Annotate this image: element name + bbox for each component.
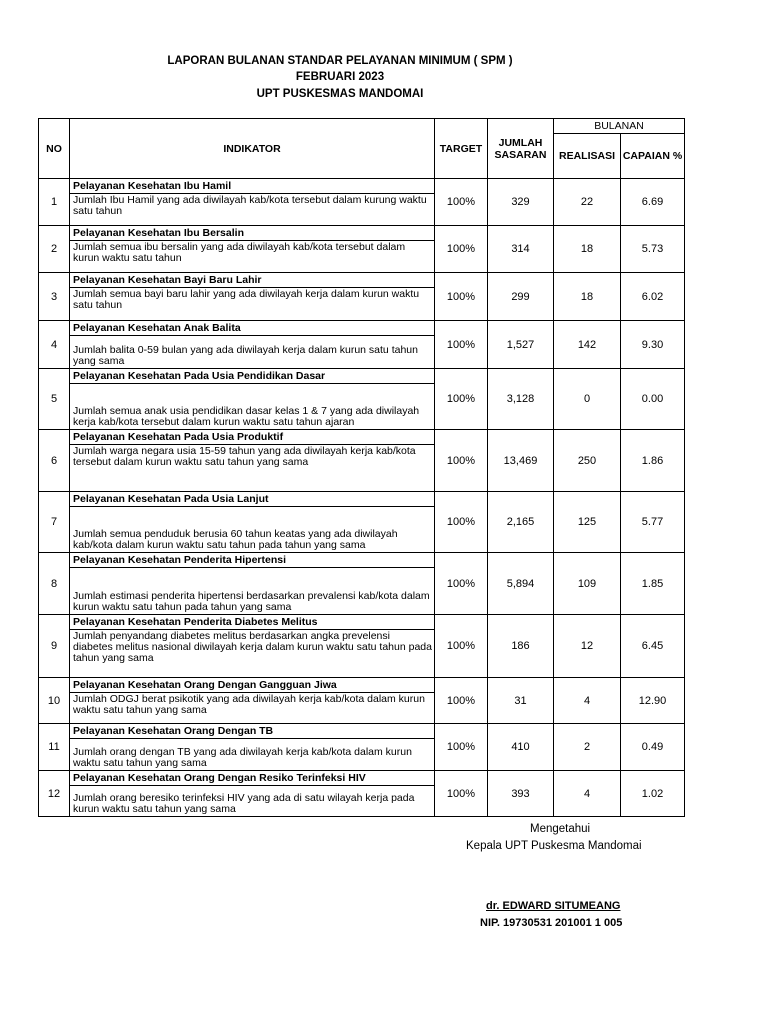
indikator-title: Pelayanan Kesehatan Penderita Hipertensi — [70, 553, 434, 568]
table-row — [39, 553, 685, 615]
row-indikator — [70, 321, 435, 369]
row-indikator — [70, 492, 435, 553]
row-target: 100% — [435, 226, 488, 273]
row-capaian: 5.73 — [621, 226, 685, 273]
signature-mengetahui: Mengetahui — [530, 823, 591, 835]
report-period: FEBRUARI 2023 — [295, 71, 385, 83]
signature-nip: NIP. 19730531 201001 1 005 — [480, 917, 623, 929]
row-capaian: 1.86 — [621, 430, 685, 492]
row-realisasi: 4 — [554, 678, 621, 724]
row-indikator — [70, 724, 435, 771]
row-indikator — [70, 226, 435, 273]
indikator-description: Jumlah Ibu Hamil yang ada diwilayah kab/kota tersebut dalam kurung waktu satu tahun — [73, 194, 427, 217]
indikator-title: Pelayanan Kesehatan Ibu Bersalin — [70, 226, 434, 241]
row-indikator — [70, 273, 435, 321]
row-capaian: 0.00 — [621, 369, 685, 430]
row-no: 11 — [39, 724, 70, 771]
indikator-title: Pelayanan Kesehatan Pada Usia Pendidikan Dasar — [70, 369, 434, 384]
row-target: 100% — [435, 492, 488, 553]
header-capaian: CAPAIAN % — [621, 134, 685, 179]
row-sasaran: 3,128 — [488, 369, 554, 430]
row-sasaran: 5,894 — [488, 553, 554, 615]
table-row — [39, 273, 685, 321]
row-capaian: 6.02 — [621, 273, 685, 321]
row-target: 100% — [435, 771, 488, 817]
row-no: 8 — [39, 553, 70, 615]
row-target: 100% — [435, 321, 488, 369]
row-indikator — [70, 369, 435, 430]
row-no: 7 — [39, 492, 70, 553]
table-row — [39, 615, 685, 678]
row-capaian: 0.49 — [621, 724, 685, 771]
row-capaian: 1.85 — [621, 553, 685, 615]
row-realisasi: 4 — [554, 771, 621, 817]
indikator-description: Jumlah semua penduduk berusia 60 tahun keatas yang ada diwilayah kab/kota dalam kurun waktu satu tahun pada tahun yang sama — [73, 528, 398, 551]
row-sasaran: 299 — [488, 273, 554, 321]
header-bulanan: BULANAN — [554, 119, 685, 134]
header-target: TARGET — [435, 119, 488, 179]
signature-name: dr. EDWARD SITUMEANG — [486, 900, 621, 912]
row-realisasi: 18 — [554, 273, 621, 321]
row-realisasi: 2 — [554, 724, 621, 771]
row-indikator — [70, 179, 435, 226]
table-row — [39, 678, 685, 724]
table-row — [39, 321, 685, 369]
row-no: 4 — [39, 321, 70, 369]
indikator-description: Jumlah warga negara usia 15-59 tahun yang ada diwilayah kerja kab/kota tersebut dalam kurun waktu satu tahun yang sama — [73, 445, 416, 468]
indikator-title: Pelayanan Kesehatan Orang Dengan Gangguan Jiwa — [70, 678, 434, 693]
row-sasaran: 31 — [488, 678, 554, 724]
row-indikator — [70, 771, 435, 817]
indikator-description: Jumlah semua bayi baru lahir yang ada diwilayah kerja dalam kurun waktu satu tahun — [73, 288, 420, 311]
indikator-title: Pelayanan Kesehatan Pada Usia Lanjut — [70, 492, 434, 507]
row-realisasi: 250 — [554, 430, 621, 492]
row-target: 100% — [435, 369, 488, 430]
report-organization: UPT PUSKESMAS MANDOMAI — [256, 88, 424, 100]
indikator-title: Pelayanan Kesehatan Anak Balita — [70, 321, 434, 336]
row-capaian: 12.90 — [621, 678, 685, 724]
header-no: NO — [39, 119, 70, 179]
row-no: 1 — [39, 179, 70, 226]
indikator-description: Jumlah orang dengan TB yang ada diwilayah kerja kab/kota dalam kurun waktu satu tahun yang sama — [73, 746, 412, 769]
row-no: 3 — [39, 273, 70, 321]
row-target: 100% — [435, 273, 488, 321]
table-row — [39, 179, 685, 226]
row-capaian: 5.77 — [621, 492, 685, 553]
row-sasaran: 2,165 — [488, 492, 554, 553]
table-row — [39, 369, 685, 430]
indikator-description: Jumlah balita 0-59 bulan yang ada diwilayah kerja dalam kurun satu tahun yang sama — [73, 344, 418, 367]
row-sasaran: 410 — [488, 724, 554, 771]
row-target: 100% — [435, 678, 488, 724]
indikator-description: Jumlah orang beresiko terinfeksi HIV yang ada di satu wilayah kerja pada kurun waktu satu tahun yang sama — [73, 792, 415, 815]
indikator-description: Jumlah ODGJ berat psikotik yang ada diwilayah kerja kab/kota dalam kurun waktu satu tahun yang sama — [73, 693, 425, 716]
indikator-description: Jumlah penyandang diabetes melitus berdasarkan angka prevelensi diabetes melitus nasional diwilayah kerja dalam kurun waktu satu tahun pada tahun yang sama — [73, 630, 432, 664]
row-indikator — [70, 678, 435, 724]
indikator-title: Pelayanan Kesehatan Orang Dengan Resiko Terinfeksi HIV — [70, 771, 434, 786]
row-capaian: 6.45 — [621, 615, 685, 678]
signature-position: Kepala UPT Puskesma Mandomai — [466, 840, 642, 852]
indikator-description: Jumlah semua anak usia pendidikan dasar kelas 1 & 7 yang ada diwilayah kerja kab/kota tersebut dalam kurun waktu satu tahun ajaran — [73, 405, 420, 428]
report-title: LAPORAN BULANAN STANDAR PELAYANAN MINIMUM ( SPM ) — [167, 55, 513, 67]
header-indikator: INDIKATOR — [70, 119, 435, 179]
row-target: 100% — [435, 179, 488, 226]
row-no: 9 — [39, 615, 70, 678]
table-row — [39, 226, 685, 273]
row-capaian: 6.69 — [621, 179, 685, 226]
row-indikator — [70, 553, 435, 615]
indikator-title: Pelayanan Kesehatan Penderita Diabetes Melitus — [70, 615, 434, 630]
row-capaian: 1.02 — [621, 771, 685, 817]
row-sasaran: 314 — [488, 226, 554, 273]
row-no: 6 — [39, 430, 70, 492]
row-target: 100% — [435, 615, 488, 678]
row-sasaran: 1,527 — [488, 321, 554, 369]
table-row — [39, 492, 685, 553]
row-realisasi: 18 — [554, 226, 621, 273]
row-indikator — [70, 615, 435, 678]
row-no: 2 — [39, 226, 70, 273]
row-realisasi: 22 — [554, 179, 621, 226]
header-jumlah-sasaran: JUMLAH SASARAN — [488, 119, 554, 179]
row-indikator — [70, 430, 435, 492]
row-target: 100% — [435, 430, 488, 492]
indikator-title: Pelayanan Kesehatan Pada Usia Produktif — [70, 430, 434, 445]
row-sasaran: 329 — [488, 179, 554, 226]
table-row — [39, 430, 685, 492]
indikator-title: Pelayanan Kesehatan Bayi Baru Lahir — [70, 273, 434, 288]
row-no: 10 — [39, 678, 70, 724]
row-realisasi: 125 — [554, 492, 621, 553]
indikator-description: Jumlah estimasi penderita hipertensi berdasarkan prevalensi kab/kota dalam kurun waktu satu tahun pada tahun yang sama — [73, 590, 430, 613]
header-realisasi: REALISASI — [554, 134, 621, 179]
row-no: 12 — [39, 771, 70, 817]
indikator-description: Jumlah semua ibu bersalin yang ada diwilayah kab/kota tersebut dalam kurun waktu satu tahun — [73, 241, 406, 264]
row-target: 100% — [435, 553, 488, 615]
row-realisasi: 109 — [554, 553, 621, 615]
row-capaian: 9.30 — [621, 321, 685, 369]
indikator-title: Pelayanan Kesehatan Ibu Hamil — [70, 179, 434, 194]
row-realisasi: 142 — [554, 321, 621, 369]
row-target: 100% — [435, 724, 488, 771]
row-no: 5 — [39, 369, 70, 430]
table-row — [39, 724, 685, 771]
table-row — [39, 771, 685, 817]
spm-table — [38, 118, 685, 817]
row-realisasi: 12 — [554, 615, 621, 678]
row-sasaran: 186 — [488, 615, 554, 678]
indikator-title: Pelayanan Kesehatan Orang Dengan TB — [70, 724, 434, 739]
row-sasaran: 13,469 — [488, 430, 554, 492]
row-realisasi: 0 — [554, 369, 621, 430]
row-sasaran: 393 — [488, 771, 554, 817]
